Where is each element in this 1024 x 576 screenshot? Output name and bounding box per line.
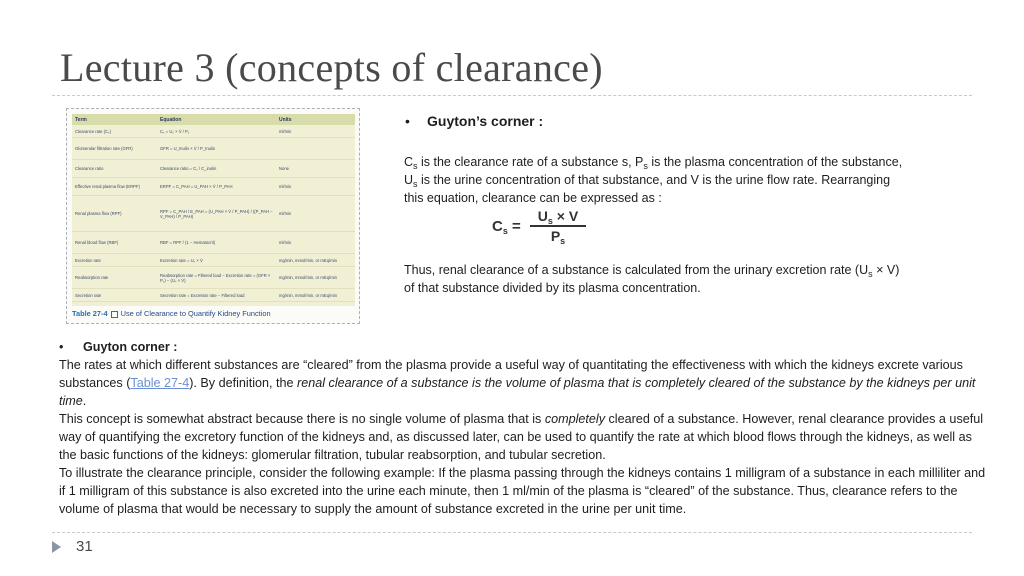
table-body <box>72 125 355 302</box>
table-row <box>72 196 355 232</box>
table-cell-equation: Clearance ratio = Cₛ / C_inulin <box>160 166 217 171</box>
table-row <box>72 138 355 160</box>
table-cell-term: Secretion rate <box>75 292 102 298</box>
table-cell-equation: Secretion rate = Excretion rate − Filtered load <box>160 292 245 298</box>
formula-denominator: $P_s$ <box>550 228 566 246</box>
page-number: 31 <box>76 538 93 555</box>
table-caption-text: Use of Clearance to Quantify Kidney Function <box>120 309 271 318</box>
title-divider <box>52 95 972 96</box>
table-cell-equation: RBF = RPF / (1 − Hematocrit) <box>160 240 216 245</box>
header-term: Term <box>75 116 87 123</box>
table-cell-units: mg/min, mmol/min, or mEq/min <box>279 257 337 263</box>
table-cell-term: Renal plasma flow (RPF) <box>75 211 122 216</box>
bullet-icon: • <box>405 113 410 129</box>
table-row <box>72 125 355 138</box>
formula-fraction <box>530 208 586 244</box>
table-row <box>72 178 355 196</box>
table-cell-units: None <box>279 166 290 171</box>
formula-numerator: $U_s \times V$ <box>530 208 586 227</box>
table-cell-term: Glomerular filtration rate (GFR) <box>75 146 133 151</box>
body-text <box>59 338 989 518</box>
table-cell-units: ml/min <box>279 184 292 189</box>
table-link-icon <box>111 311 118 318</box>
footer-divider <box>52 532 972 533</box>
body-paragraph-2: This concept is somewhat abstract because there is no single volume of plasma that is completely cleared of a substance. However, renal clearance provides a useful way of quantifying the excretory function of the kidneys and, as discussed later, can be used to quantify the rate at which blood flows through the kidneys, as well as the basic functions of the kidneys: glomerular filtration, tubular reabsorption, and tubular secretion. <box>59 412 984 462</box>
clearance-definition-paragraph: $C_s$ is the clearance rate of a substance s, $P_s$ is the plasma concentration of the substance, $U_s$ is the urine concentration of that substance, and V is the urine flow rate. Rearranging this equation, clearance can be expressed as : <box>404 155 903 205</box>
clearance-table-figure <box>66 108 360 324</box>
body-paragraph-1: The rates at which different substances are “cleared” from the plasma provide a useful way of quantitating the effectiveness with which the kidneys excrete various substances (Table 27-4). By definition, the renal clearance of a substance is the volume of plasma that is completely cleared of the substance by the kidneys per unit time. <box>59 358 976 408</box>
table-cell-term: Effective renal plasma flow (ERPF) <box>75 184 140 189</box>
table-cell-equation: Excretion rate = Uₛ × V̇ <box>160 257 203 263</box>
table-cell-equation: RPF = C_PAH / E_PAH = (U_PAH × V̇ / P_PAH) / ((P_PAH − V_PAH) / P_PAH) <box>160 208 273 219</box>
guyton-corner-heading: • Guyton corner : <box>59 340 178 354</box>
slide-marker-icon <box>52 541 61 553</box>
table-cell-units: ml/min <box>279 240 292 245</box>
bullet-icon: • <box>59 340 64 354</box>
table-cell-equation: GFR = U_Inulin × V̇ / P_Inulin <box>160 146 216 151</box>
table-row <box>72 254 355 267</box>
table-cell-term: Clearance rate (Cₛ) <box>75 128 112 134</box>
table-header <box>72 114 355 125</box>
renal-clearance-paragraph: Thus, renal clearance of a substance is calculated from the urinary excretion rate $(U_s \times V)$ of that substance divided by its plasma concentration. <box>404 263 900 295</box>
table-caption <box>72 309 271 318</box>
table-cell-units: mg/min, mmol/min, or mEq/min <box>279 292 337 298</box>
header-equation: Equation <box>160 116 182 123</box>
table-cell-term: Excretion rate <box>75 257 101 263</box>
table-cell-equation: ERPF = C_PAH = U_PAH × V̇ / P_PAH <box>160 184 233 189</box>
table-cell-units: ml/min <box>279 128 292 134</box>
table-cell-units: mg/min, mmol/min, or mEq/min <box>279 275 337 280</box>
guytons-corner-heading: • Guyton’s corner : <box>405 113 544 129</box>
table-row <box>72 232 355 254</box>
slide-title: Lecture 3 (concepts of clearance) <box>60 45 603 90</box>
header-units: Units <box>279 116 292 123</box>
table-cell-term: Clearance ratio <box>75 166 104 171</box>
table-cell-term: Reabsorption rate <box>75 275 109 280</box>
clearance-table <box>72 114 355 306</box>
body-paragraph-3: To illustrate the clearance principle, consider the following example: If the plasma passing through the kidneys contains 1 milligram of a substance in each milliliter and if 1 milligram of this substance is also excreted into the urine each minute, then 1 ml/min of the plasma is “cleared” of the substance. Thus, clearance refers to the volume of plasma that would be necessary to supply the amount of substance excreted in the urine per unit time. <box>59 466 986 516</box>
table-cell-term: Renal blood flow (RBF) <box>75 240 119 245</box>
table-row <box>72 267 355 289</box>
formula-lhs: $C_s$ = <box>492 218 521 236</box>
table-cell-equation: Cₛ = Uₛ × V̇ / Pₛ <box>160 128 190 134</box>
table-27-4-link[interactable]: Table 27-4 <box>130 376 190 390</box>
table-cell-units: ml/min <box>279 211 292 216</box>
table-caption-number: Table 27-4 <box>72 309 108 318</box>
table-row <box>72 160 355 178</box>
table-row <box>72 289 355 302</box>
table-cell-equation: Reabsorption rate = Filtered load − Excretion rate = (GFR × Pₛ) − (Uₛ × V̇) <box>160 272 271 283</box>
